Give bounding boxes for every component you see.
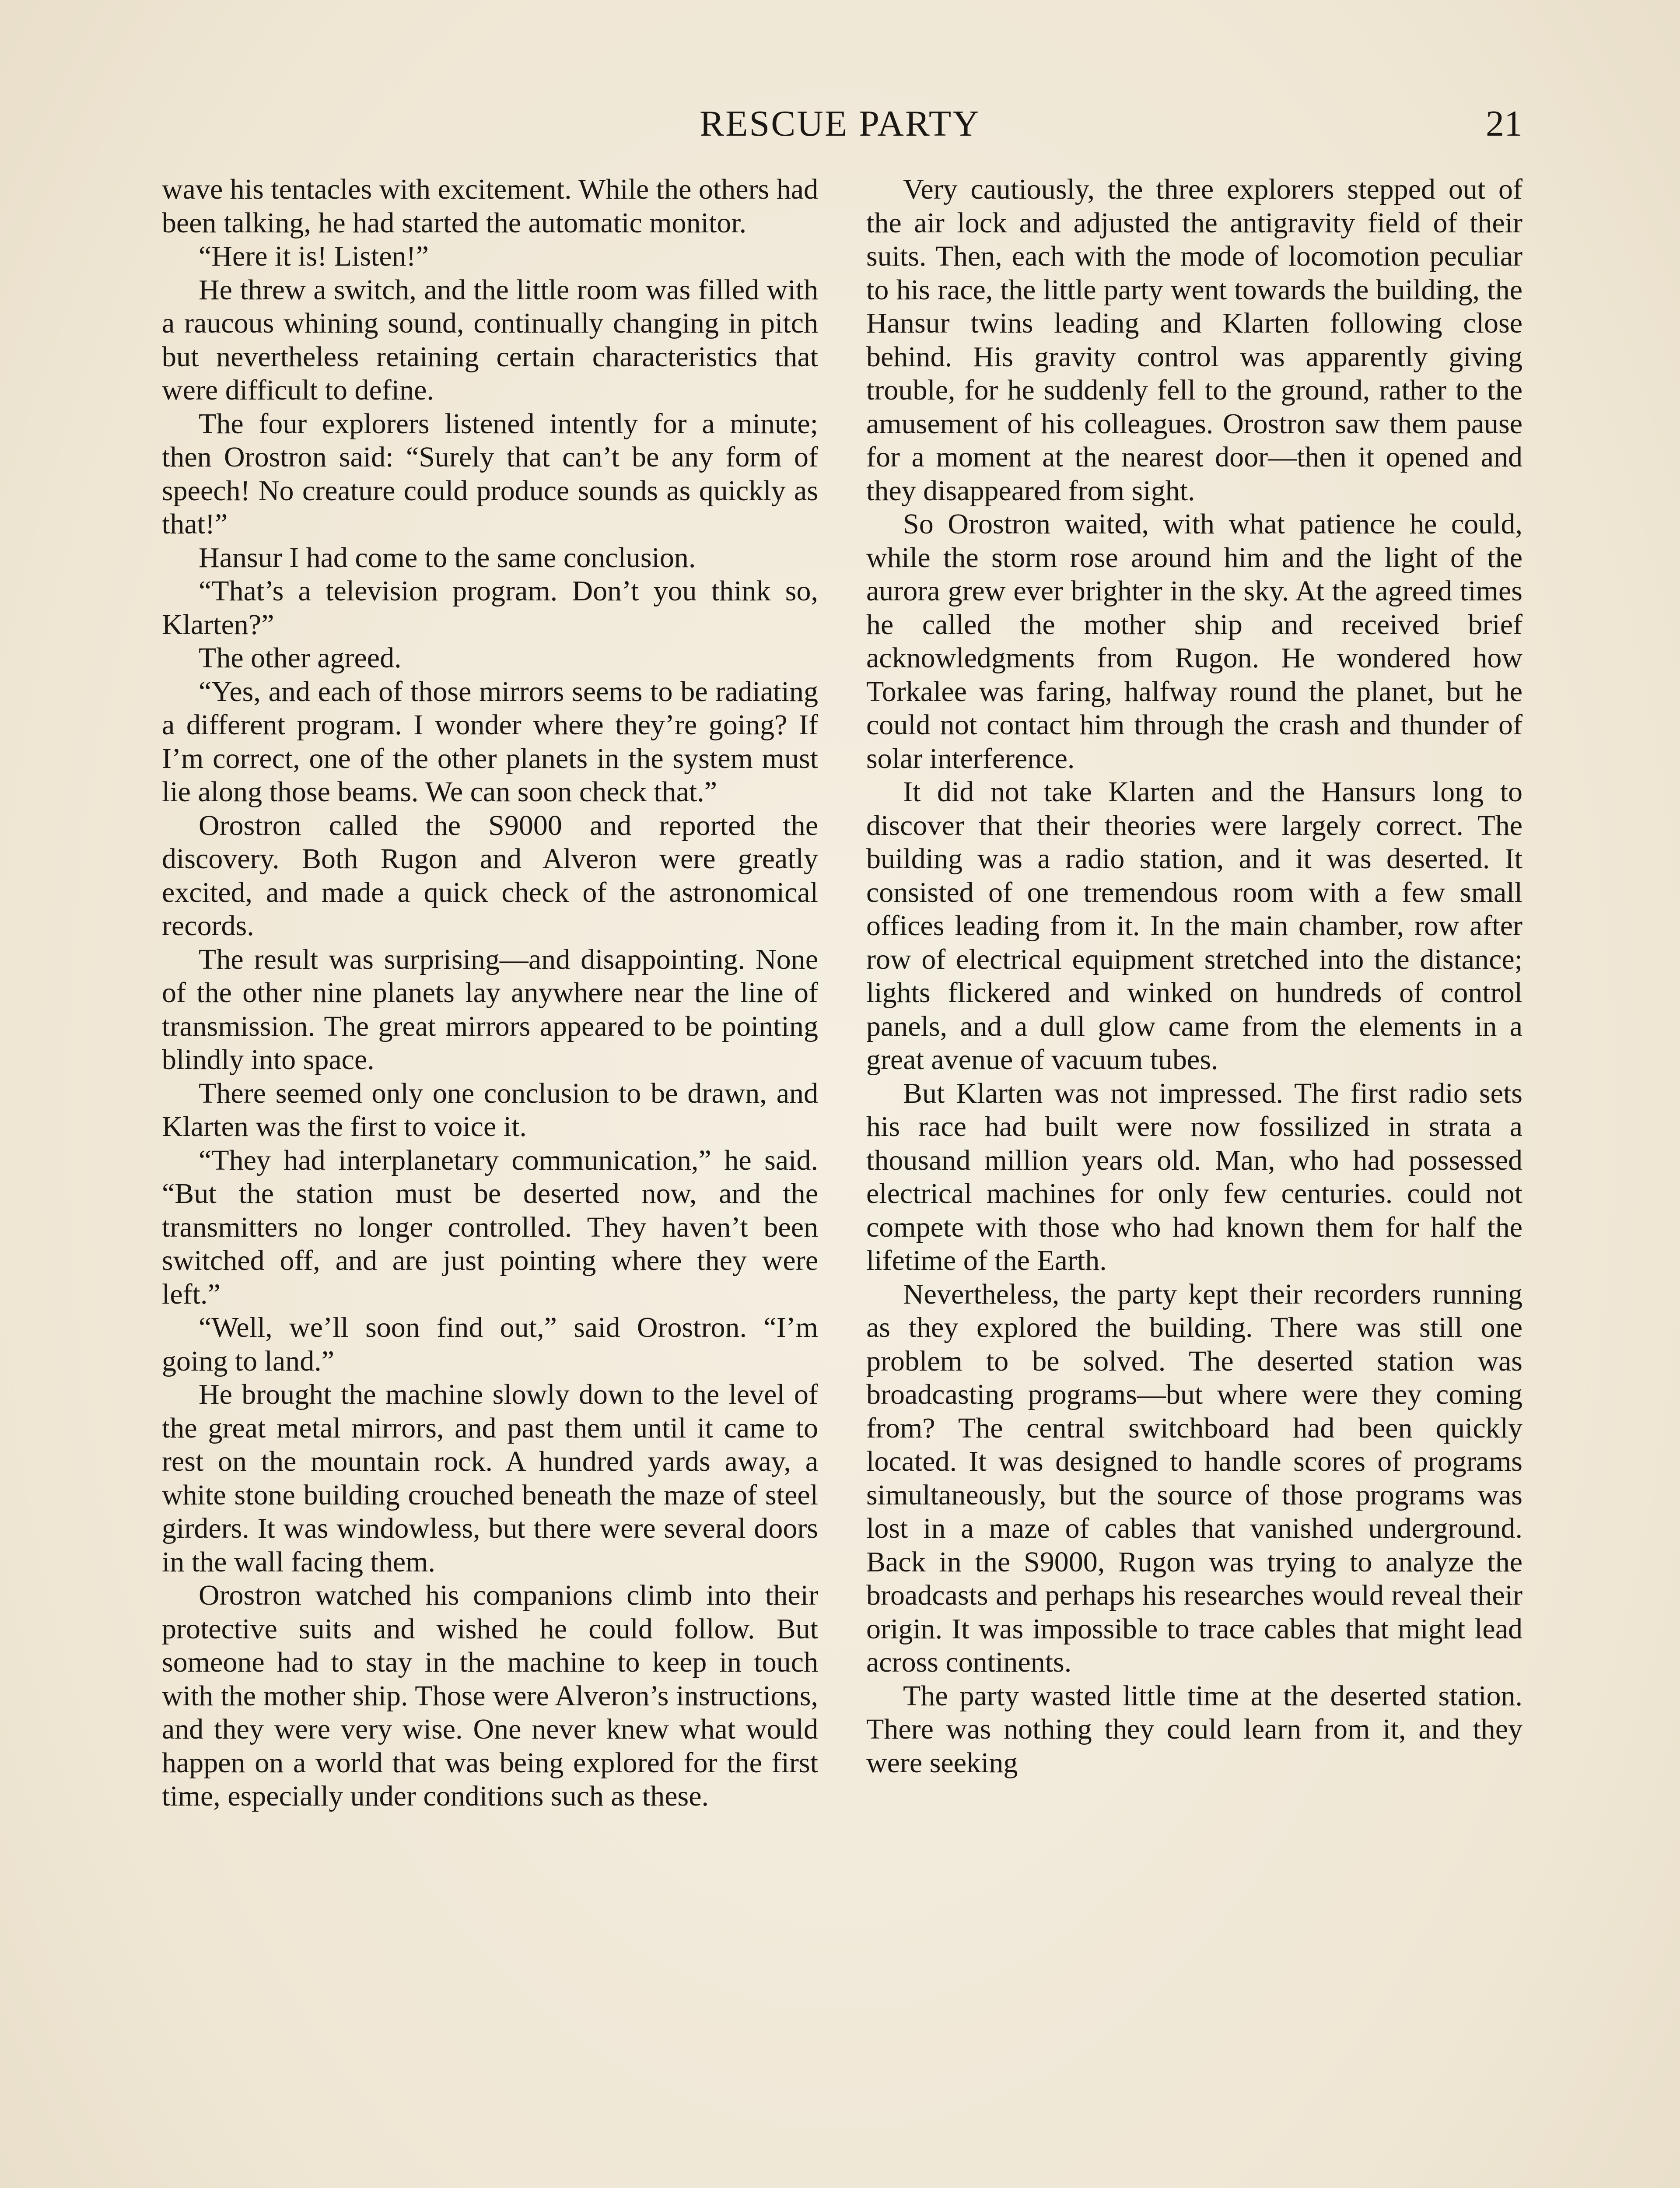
paragraph: There seemed only one conclusion to be drawn, and Klarten was the first to voice it. — [162, 1077, 818, 1143]
paragraph: He brought the machine slowly down to the level of the great metal mirrors, and past them until it came to rest on the mountain rock. A hundred yards away, a white stone building crouched beneath the maze of steel girders. It was windowless, but there were several doors in the wall facing them. — [162, 1378, 818, 1578]
paragraph: “That’s a television program. Don’t you think so, Klarten?” — [162, 575, 818, 641]
right-column — [866, 173, 1522, 1780]
paragraph: The result was surprising—and disappointing. None of the other nine planets lay anywhere near the line of transmission. The great mirrors appeared to be pointing blindly into space. — [162, 943, 818, 1076]
story-title: RESCUE PARTY — [700, 103, 980, 144]
paragraph: So Orostron waited, with what patience he could, while the storm rose around him and the light of the aurora grew ever brighter in the sky. At the agreed times he called the mother ship and received brief acknowledgments from Rugon. He wondered how Torkalee was faring, halfway round the planet, but he could not contact him through the crash and thunder of solar interference. — [866, 508, 1522, 775]
paragraph: Nevertheless, the party kept their recorders running as they explored the building. There was still one problem to be solved. The deserted station was broadcasting programs—but where were they coming from? The central switchboard had been quickly located. It was designed to handle scores of programs simultaneously, but the source of those programs was lost in a maze of cables that vanished underground. Back in the S9000, Rugon was trying to analyze the broadcasts and perhaps his researches would reveal their origin. It was impossible to trace cables that might lead across continents. — [866, 1278, 1522, 1678]
paragraph: The four explorers listened intently for a minute; then Orostron said: “Surely that can’t be any form of speech! No creature could produce sounds as quickly as that!” — [162, 407, 818, 540]
paragraph: Hansur I had come to the same conclusion. — [199, 541, 696, 574]
paragraph: “Here it is! Listen!” — [199, 240, 429, 272]
paragraph: But Klarten was not impressed. The first radio sets his race had built were now fossilized in strata a thousand million years old. Man, who had possessed electrical machines for only few centuries. could not compete with those who had known them for half the lifetime of the Earth. — [866, 1077, 1522, 1276]
paragraph: wave his tentacles with excitement. While the others had been talking, he had started the automatic monitor. — [162, 173, 818, 239]
paragraph: “Yes, and each of those mirrors seems to be radiating a different program. I wonder where they’re going? If I’m correct, one of the other planets in the system must lie along those beams. We can soon check that.” — [162, 675, 818, 808]
paragraph: “Well, we’ll soon find out,” said Orostron. “I’m going to land.” — [162, 1311, 818, 1377]
page-number: 21 — [1486, 103, 1522, 144]
paragraph: Orostron called the S9000 and reported the discovery. Both Rugon and Alveron were greatly excited, and made a quick check of the astronomical records. — [162, 809, 818, 942]
paragraph: The party wasted little time at the deserted station. There was nothing they could learn from it, and they were seeking — [866, 1680, 1522, 1779]
left-column — [162, 173, 818, 1813]
paragraph: Orostron watched his companions climb into their protective suits and wished he could follow. But someone had to stay in the machine to keep in touch with the mother ship. Those were Alveron’s instructions, and they were very wise. One never knew what would happen on a world that was being explored for the first time, especially under conditions such as these. — [162, 1579, 818, 1812]
paragraph: He threw a switch, and the little room was filled with a raucous whining sound, continually changing in pitch but nevertheless retaining certain characteristics that were difficult to define. — [162, 274, 818, 406]
paragraph: It did not take Klarten and the Hansurs long to discover that their theories were largely correct. The building was a radio station, and it was deserted. It consisted of one tremendous room with a few small offices leading from it. In the main chamber, row after row of electrical equipment stretched into the distance; lights flickered and winked on hundreds of control panels, and a dull glow came from the elements in a great avenue of vacuum tubes. — [866, 776, 1522, 1076]
paragraph: Very cautiously, the three explorers stepped out of the air lock and adjusted the antigravity field of their suits. Then, each with the mode of locomotion peculiar to his race, the little party went towards the building, the Hansur twins leading and Klarten following close behind. His gravity control was apparently giving trouble, for he suddenly fell to the ground, rather to the amusement of his colleagues. Orostron saw them pause for a moment at the nearest door—then it opened and they disappeared from sight. — [866, 173, 1522, 507]
paragraph: The other agreed. — [199, 642, 402, 674]
paragraph: “They had interplanetary communication,” he said. “But the station must be deserted now, and the transmitters no longer controlled. They haven’t been switched off, and are just pointing where they were left.” — [162, 1144, 818, 1310]
running-head — [162, 100, 1522, 148]
